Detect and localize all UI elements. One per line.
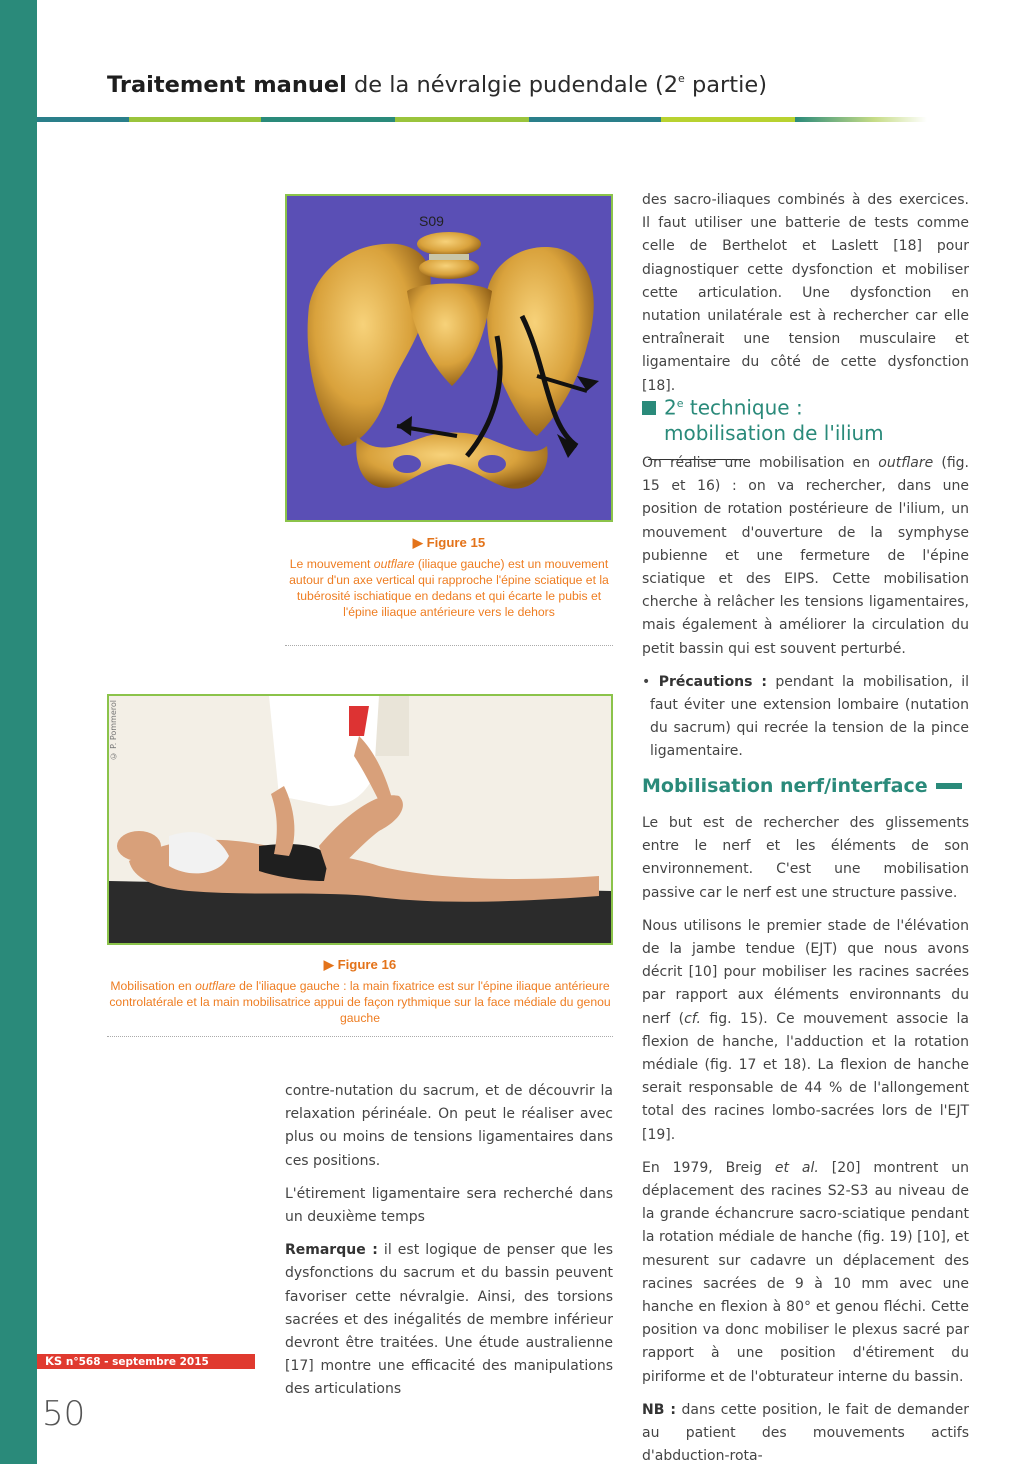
left-color-strip — [0, 0, 37, 1464]
right-text-bottom — [642, 812, 969, 1478]
section-heading-bar — [936, 783, 962, 789]
figure-16-divider — [107, 1036, 613, 1037]
right-paragraph-1: des sacro-iliaques combinés à des exercices. Il faut utiliser une batterie de tests comme celle de Berthelot et Laslett [18] pour diagnostiquer cette dysfonction et mobiliser cette articulation. Une dysfonction en nutation unilatérale est à rechercher car elle entraînerait une tension musculaire et ligamentaire du côté de cette dysfonction [18]. — [642, 192, 969, 394]
figure-15-image — [285, 194, 613, 522]
precautions-paragraph: • Précautions : pendant la mobilisation, il faut éviter une extension lombaire (nutation du sacrum) qui recrée la tension de la pince ligamentaire. — [642, 673, 969, 760]
header-title-rest: de la névralgie pudendale (2 — [346, 72, 679, 98]
figure-16-caption: ▶ Figure 16 Mobilisation en outflare de l'iliaque gauche : la main fixatrice est sur l'épine iliaque antérieure controlatérale et la main mobilisatrice appui de façon rythmique sur la face médiale du genou gauche — [107, 957, 613, 1026]
left-text-column — [285, 1080, 613, 1412]
header-color-bar — [37, 117, 927, 122]
section-heading-mobilisation-nerf: Mobilisation nerf/interface — [642, 775, 962, 797]
figure-16-label: ▶ Figure 16 — [323, 957, 397, 972]
figure-15-divider — [285, 645, 613, 646]
header-title-sup: e — [678, 72, 685, 85]
section-square-marker — [642, 401, 656, 415]
figure-16-photo — [107, 694, 613, 945]
right-text-middle — [642, 452, 969, 774]
right-text-top — [642, 189, 969, 408]
page-number: 50 — [42, 1394, 86, 1434]
figure-15-caption: ▶ Figure 15 Le mouvement outflare (iliaque gauche) est un mouvement autour d'un axe vertical qui rapproche l'épine sciatique et la tubérosité ischiatique en dedans et qui écarte le pubis et l'épine iliaque antérieure vers le dehors — [285, 535, 613, 620]
journal-issue-tag: KS n°568 - septembre 2015 — [37, 1354, 255, 1369]
right-paragraph-3: Le but est de rechercher des glissements entre le nerf et les éléments de son environnement. C'est une mobilisation passive car le nerf est une structure passive. — [642, 815, 969, 901]
left-paragraph-2: L'étirement ligamentaire sera recherché dans un deuxième temps — [285, 1185, 613, 1226]
right-paragraph-2: On réalise une mobilisation en outflare (fig. 15 et 16) : on va rechercher, dans une position de rotation postérieure de l'ilium, un mouvement d'ouverture de la symphyse pubienne et une fermeture de l'épine sciatique et des EIPS. Cette mobilisation cherche à relâcher les tensions ligamentaires, mais également à améliorer la circulation du petit bassin qui est souvent perturbé. — [642, 455, 969, 657]
right-paragraph-nb: NB : dans cette position, le fait de demander au patient des mouvements actifs d'abduction-rota- — [642, 1401, 969, 1465]
page-header-title — [107, 72, 767, 98]
figure-15-label: ▶ Figure 15 — [412, 535, 486, 550]
figure-15-annotation: S09 — [419, 213, 444, 229]
header-title-bold: Traitement manuel — [107, 72, 347, 98]
patient-mobilisation-photo — [109, 696, 611, 943]
figure-16-photo-credit: © P. Pommerol — [109, 700, 118, 761]
section-heading-technique-2: 2e technique : mobilisation de l'ilium — [642, 391, 972, 471]
header-title-end: partie) — [684, 72, 767, 98]
left-paragraph-1: contre-nutation du sacrum, et de découvrir la relaxation périnéale. On peut le réaliser avec plus ou moins de tensions ligamentaires dans ces positions. — [285, 1083, 613, 1169]
right-paragraph-4: Nous utilisons le premier stade de l'élévation de la jambe tendue (EJT) que nous avons décrit [10] pour mobiliser les racines sacrées par rapport aux éléments environnants du nerf (cf. fig. 15). Ce mouvement associe la flexion de hanche, l'adduction et la rotation médiale (fig. 17 et 18). La flexion de hanche serait responsable de 44 % de l'allongement total des racines lombo-sacrées lors de l'EJT [19]. — [642, 917, 969, 1143]
right-paragraph-5: En 1979, Breig et al. [20] montrent un déplacement des racines S2-S3 au niveau de la grande échancrure sacro-sciatique pendant la rotation médiale de hanche (fig. 19) [10], et mesurent sur cadavre un déplacement des racines sacrées de 9 à 10 mm avec une hanche en flexion à 80° et genou fléchi. Cette position va donc mobiliser le plexus sacré par rapport à une position d'étirement du piriforme et de l'obturateur interne du bassin. — [642, 1159, 969, 1385]
left-paragraph-remarque: Remarque : il est logique de penser que les dysfonctions du sacrum et du bassin peuvent favoriser cette névralgie. Ainsi, des torsions sacrées et des inégalités de membre inférieur devront être traitées. Une étude australienne [17] montre une efficacité des manipulations des articulations — [285, 1242, 614, 1398]
pelvis-illustration — [287, 196, 611, 520]
